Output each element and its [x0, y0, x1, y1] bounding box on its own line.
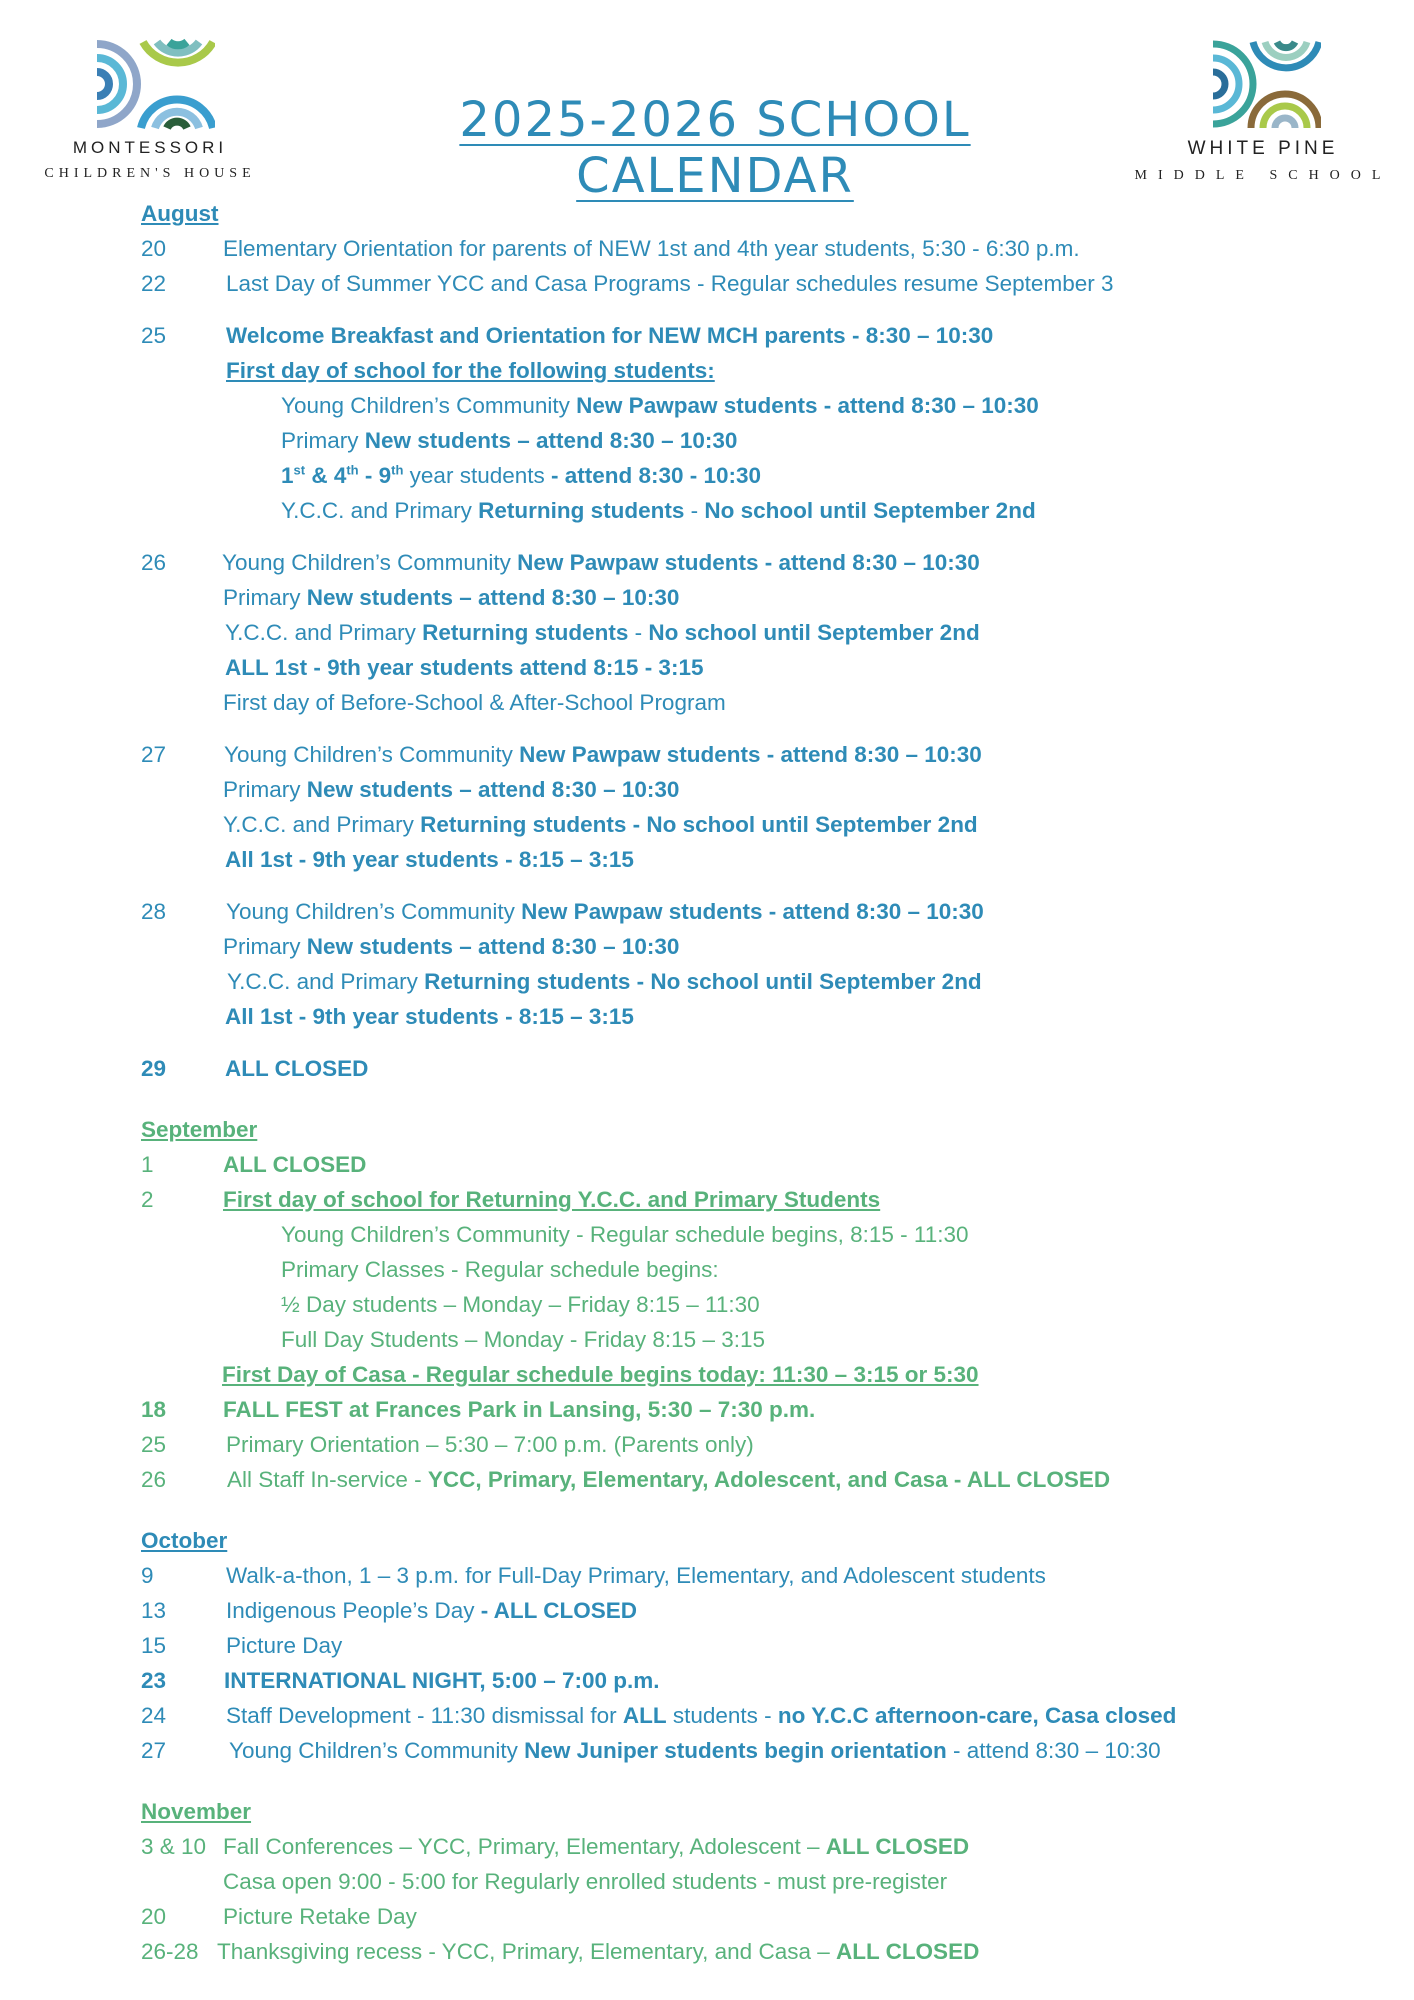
calendar-subline: Primary New students – attend 8:30 – 10:30: [223, 934, 680, 959]
calendar-entry: 13 Indigenous People’s Day - ALL CLOSED: [141, 1598, 638, 1623]
calendar-entry: 20 Elementary Orientation for parents of NEW 1st and 4th year students, 5:30 - 6:30 p.m.: [141, 236, 1080, 261]
calendar-subline: First day of Before-School & After-School Program: [223, 690, 726, 715]
calendar-entry: 29 ALL CLOSED: [141, 1056, 369, 1081]
calendar-entry: 2 First day of school for Returning Y.C.C. and Primary Students: [141, 1187, 881, 1212]
calendar-subline: ½ Day students – Monday – Friday 8:15 – 11:30: [281, 1292, 760, 1317]
calendar-subline: Y.C.C. and Primary Returning students - No school until September 2nd: [225, 620, 980, 645]
calendar-entry: 3 & 10 Fall Conferences – YCC, Primary, Elementary, Adolescent – ALL CLOSED: [141, 1834, 970, 1859]
calendar-subline: Y.C.C. and Primary Returning students - No school until September 2nd: [281, 498, 1036, 523]
calendar-entry: 23 INTERNATIONAL NIGHT, 5:00 – 7:00 p.m.: [141, 1668, 660, 1693]
calendar-subline: Primary Classes - Regular schedule begins:: [281, 1257, 719, 1282]
calendar-entry: 25 Primary Orientation – 5:30 – 7:00 p.m. (Parents only): [141, 1432, 754, 1457]
calendar-entry: 24 Staff Development - 11:30 dismissal for ALL students - no Y.C.C afternoon-care, Casa closed: [141, 1703, 1177, 1728]
calendar-entry: 26 All Staff In-service - YCC, Primary, Elementary, Adolescent, and Casa - ALL CLOSED: [141, 1467, 1111, 1492]
rainbow-arches-icon: [1205, 38, 1321, 130]
calendar-subline: Y.C.C. and Primary Returning students - No school until September 2nd: [227, 969, 982, 994]
calendar-entry: 27 Young Children’s Community New Juniper students begin orientation - attend 8:30 – 10:30: [141, 1738, 1161, 1763]
calendar-subline: First Day of Casa - Regular schedule begins today: 11:30 – 3:15 or 5:30: [222, 1362, 979, 1387]
calendar-subline: Casa open 9:00 - 5:00 for Regularly enrolled students - must pre-register: [223, 1869, 948, 1894]
calendar-entry: 28 Young Children’s Community New Pawpaw students - attend 8:30 – 10:30: [141, 899, 984, 924]
calendar-subline: Primary New students – attend 8:30 – 10:30: [281, 428, 738, 453]
rainbow-arches-icon: [85, 38, 215, 130]
calendar-body: [141, 196, 1371, 1969]
calendar-subline: Young Children’s Community New Pawpaw students - attend 8:30 – 10:30: [281, 393, 1039, 418]
month-heading-august: August: [141, 201, 219, 226]
calendar-entry: 18 FALL FEST at Frances Park in Lansing, 5:30 – 7:30 p.m.: [141, 1397, 816, 1422]
logo-right-line2: MIDDLE SCHOOL: [1134, 168, 1392, 183]
logo-right-line1: WHITE PINE: [1187, 138, 1339, 159]
calendar-entry: 1 ALL CLOSED: [141, 1152, 367, 1177]
calendar-subline: Primary New students – attend 8:30 – 10:30: [223, 585, 680, 610]
calendar-subline: 1st & 4th - 9th year students - attend 8:30 - 10:30: [281, 462, 762, 488]
calendar-subline: Y.C.C. and Primary Returning students - No school until September 2nd: [223, 812, 978, 837]
month-heading-november: November: [141, 1799, 252, 1824]
calendar-subline: All 1st - 9th year students - 8:15 – 3:15: [225, 1004, 634, 1029]
page-title: 2025-2026 SCHOOL CALENDAR: [459, 92, 971, 204]
month-heading-october: October: [141, 1528, 228, 1553]
logo-left-line1: MONTESSORI: [72, 138, 228, 157]
calendar-entry: 27 Young Children’s Community New Pawpaw students - attend 8:30 – 10:30: [141, 742, 982, 767]
calendar-entry: 22 Last Day of Summer YCC and Casa Programs - Regular schedules resume September 3: [141, 271, 1114, 296]
montessori-childrens-house-logo: [30, 38, 270, 182]
calendar-subline: First day of school for the following students:: [226, 358, 715, 383]
calendar-subline: Young Children’s Community - Regular schedule begins, 8:15 - 11:30: [281, 1222, 969, 1247]
calendar-entry: 26-28 Thanksgiving recess - YCC, Primary, Elementary, and Casa – ALL CLOSED: [141, 1939, 980, 1964]
calendar-entry: 25 Welcome Breakfast and Orientation for NEW MCH parents - 8:30 – 10:30: [141, 323, 994, 348]
month-heading-september: September: [141, 1117, 258, 1142]
calendar-entry: 20 Picture Retake Day: [141, 1904, 417, 1929]
calendar-subline: Full Day Students – Monday - Friday 8:15 – 3:15: [281, 1327, 766, 1352]
calendar-entry: 26 Young Children’s Community New Pawpaw students - attend 8:30 – 10:30: [141, 550, 980, 575]
calendar-entry: 15 Picture Day: [141, 1633, 343, 1658]
calendar-subline: ALL 1st - 9th year students attend 8:15 - 3:15: [225, 655, 704, 680]
white-pine-middle-school-logo: [1128, 38, 1398, 184]
calendar-entry: 9 Walk-a-thon, 1 – 3 p.m. for Full-Day Primary, Elementary, and Adolescent students: [141, 1563, 1046, 1588]
calendar-subline: Primary New students – attend 8:30 – 10:30: [223, 777, 680, 802]
logo-left-line2: CHILDREN'S HOUSE: [44, 166, 256, 181]
calendar-subline: All 1st - 9th year students - 8:15 – 3:15: [225, 847, 634, 872]
